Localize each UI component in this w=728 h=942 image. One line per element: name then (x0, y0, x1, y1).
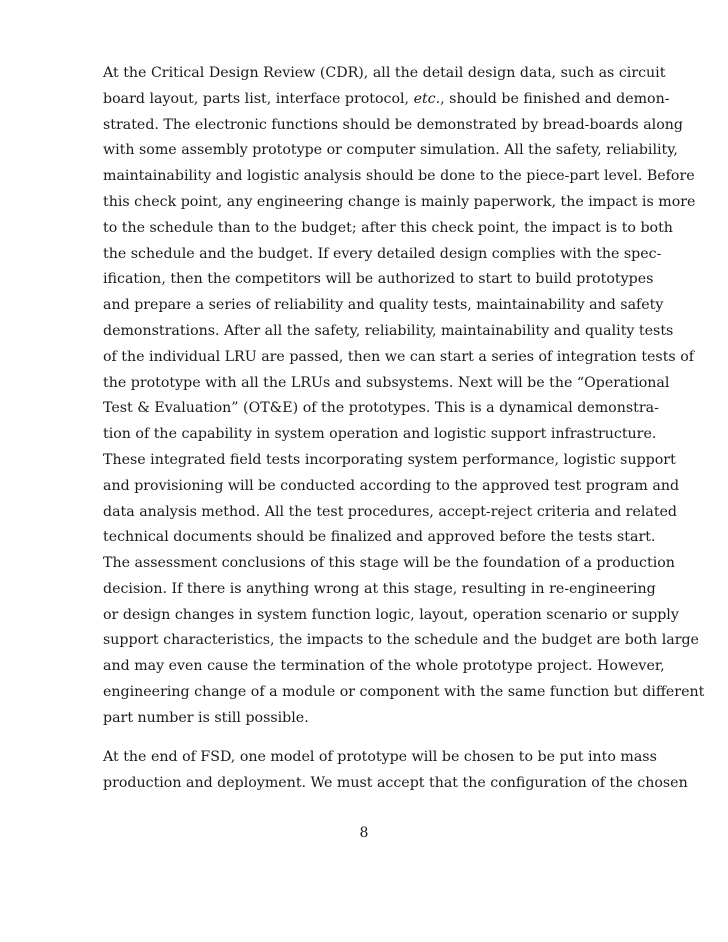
paragraph-line: to the schedule than to the budget; after this check point, the impact is to both (103, 219, 673, 236)
paragraph-line: the schedule and the budget. If every detailed design complies with the spec- (103, 245, 662, 262)
paragraph-2 (103, 551, 705, 732)
paragraph-1 (103, 61, 696, 551)
paragraph-line: the prototype with all the LRUs and subsystems. Next will be the “Operational (103, 374, 670, 391)
paragraph-line: or design changes in system function logic, layout, operation scenario or supply (103, 606, 679, 623)
paragraph-line: and may even cause the termination of the whole prototype project. However, (103, 658, 665, 675)
text-run: , should be finished and demon- (440, 90, 670, 107)
paragraph-line: strated. The electronic functions should be demonstrated by bread-boards along (103, 116, 683, 133)
paragraph-line: engineering change of a module or component with the same function but different (103, 683, 705, 700)
paragraph-line: with some assembly prototype or computer simulation. All the safety, reliability, (103, 142, 678, 159)
paragraph-line: data analysis method. All the test procedures, accept-reject criteria and related (103, 503, 678, 520)
paragraph-line: of the individual LRU are passed, then we can start a series of integration tests of (103, 348, 694, 365)
paragraph-line: technical documents should be finalized and approved before the tests start. (103, 529, 656, 546)
paragraph-line: At the end of FSD, one model of prototype will be chosen to be put into mass (103, 749, 657, 765)
paragraph-3 (103, 745, 688, 797)
text-run: board layout, parts list, interface protocol, (103, 90, 414, 107)
paragraph-line (103, 87, 670, 113)
paragraph-line: and provisioning will be conducted according to the approved test program and (103, 477, 680, 494)
paragraph-line: The assessment conclusions of this stage will be the foundation of a production (103, 555, 675, 571)
paragraph-line: support characteristics, the impacts to the schedule and the budget are both large (103, 632, 699, 649)
paragraph-line: decision. If there is anything wrong at this stage, resulting in re-engineering (103, 580, 656, 597)
paragraph-line: Test & Evaluation” (OT&E) of the prototypes. This is a dynamical demonstra- (103, 400, 659, 417)
paragraph-line: tion of the capability in system operation and logistic support infrastructure. (103, 426, 657, 443)
paragraph-line: and prepare a series of reliability and quality tests, maintainability and safety (103, 297, 664, 314)
page-number: 8 (359, 825, 369, 841)
italic-text: etc. (413, 90, 441, 107)
paragraph-line: this check point, any engineering change is mainly paperwork, the impact is more (103, 193, 696, 210)
paragraph-line: At the Critical Design Review (CDR), all the detail design data, such as circuit (103, 65, 666, 81)
paragraph-line: part number is still possible. (103, 709, 309, 726)
paragraph-line: demonstrations. After all the safety, reliability, maintainability and quality tests (103, 322, 674, 339)
paragraph-line: production and deployment. We must accept that the configuration of the chosen (103, 774, 688, 791)
paragraph-line: These integrated field tests incorporating system performance, logistic support (103, 451, 676, 468)
paragraph-line: ification, then the competitors will be authorized to start to build prototypes (103, 271, 654, 288)
paragraph-line: maintainability and logistic analysis should be done to the piece-part level. Before (103, 168, 695, 185)
